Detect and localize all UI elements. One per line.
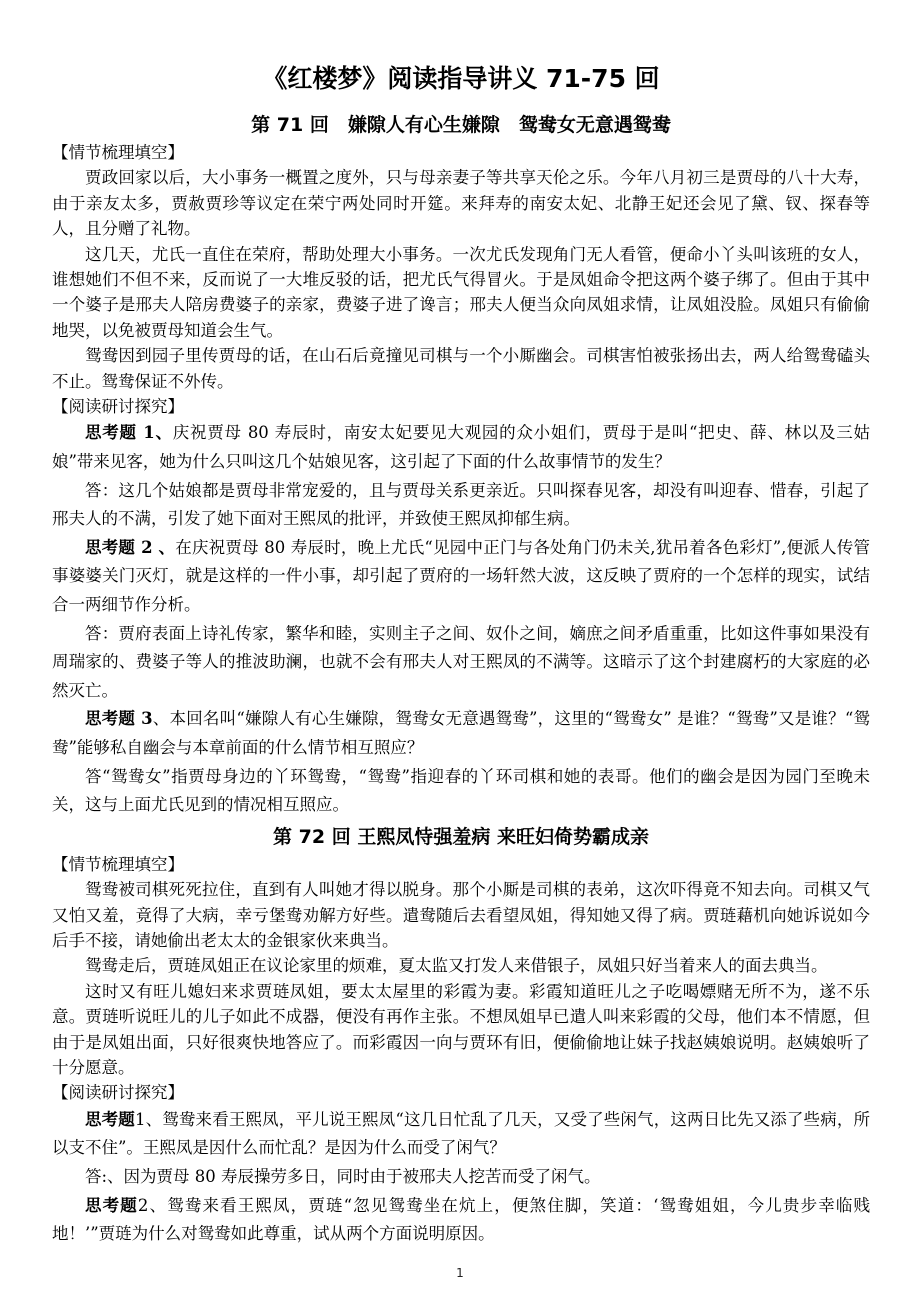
plot-paragraph: 贾政回家以后，大小事务一概置之度外，只与母亲妻子等共享天伦之乐。今年八月初三是贾母的八十大寿，由于亲友太多，贾赦贾珍等议定在荣宁两处同时开筵。来拜寿的南安太妃、北静王妃还会见了黛、钗、探春等人，且分赠了礼物。: [52, 168, 870, 239]
question-label: 思考题 1、: [85, 423, 173, 443]
question-text: 庆祝贾母 80 寿辰时，南安太妃要见大观园的众小姐们，贾母于是叫“把史、薛、林以及三姑娘”带来见客，她为什么只叫这几个姑娘见客，这引起了下面的什么故事情节的发生？: [52, 423, 871, 472]
question-text: 在庆祝贾母 80 寿辰时，晚上尤氏“见园中正门与各处角门仍未关,犹吊着各色彩灯”,便派人传管事婆婆关门灭灯，就是这样的一件小事，却引起了贾府的一场轩然大波，这反映了贾府的一个怎样的现实，试结合一两细节作分析。: [52, 537, 870, 615]
answer-2: 答：贾府表面上诗礼传家，繁华和睦，实则主子之间、奴仆之间，嫡庶之间矛盾重重，比如这件事如果没有周瑞家的、费婆子等人的推波助澜，也就不会有邢夫人对王熙凤的不满等。这暗示了这个封建腐朽的大家庭的必然灭亡。: [52, 623, 870, 700]
question-label: 思考题 3: [85, 709, 153, 729]
question-1: [52, 1106, 870, 1163]
question-text: 1、鸳鸯来看王熙凤，平儿说王熙凤“这几日忙乱了几天，又受了些闲气，这两日比先又添了些病，所以支不住”。王熙凤是因什么而忙乱？是因为什么而受了闲气？: [52, 1109, 870, 1158]
question-label: 思考题: [85, 1109, 135, 1129]
document-title: 《红楼梦》阅读指导讲义 71-75 回: [262, 64, 660, 93]
plot-paragraph: 鸳鸯被司棋死死拉住，直到有人叫她才得以脱身。那个小厮是司棋的表弟，这次吓得竟不知去向。司棋又气又怕又羞，竟得了大病，幸亏堡鸯劝解方好些。遣鸯随后去看望凤姐，得知她又得了病。贾琏藉机向她诉说如今后手不接，请她偷出老太太的金银家伙来典当。: [52, 880, 870, 950]
plot-summary-label: 【情节梳理填空】: [52, 854, 184, 874]
chapter-71-heading: 第 71 回 嫌隙人有心生嫌隙 鸳鸯女无意遇鸳鸯: [251, 114, 671, 136]
plot-paragraph: 这几天，尤氏一直住在荣府，帮助处理大小事务。一次尤氏发现角门无人看管，便命小丫头叫该班的女人，谁想她们不但不来，反而说了一大堆反驳的话，把尤氏气得冒火。于是凤姐命令把这两个婆子绑了。但由于其中一个婆子是邢夫人陪房费婆子的亲家，费婆子进了谗言；邢夫人便当众向凤姐求情，让凤姐没脸。凤姐只有偷偷地哭，以免被贾母知道会生气。: [52, 244, 870, 340]
question-label: 思考题: [85, 1195, 138, 1215]
plot-paragraph: 鸳鸯走后，贾琏凤姐正在议论家里的烦难，夏太监又打发人来借银子，凤姐只好当着来人的面去典当。: [85, 956, 828, 976]
page-number: 1: [456, 1266, 464, 1280]
answer-1: 答:、因为贾母 80 寿辰操劳多日，同时由于被邢夫人挖苦而受了闲气。: [85, 1167, 601, 1187]
answer-1: 答：这几个姑娘都是贾母非常宠爱的，且与贾母关系更亲近。只叫探春见客，却没有叫迎春、惜春，引起了邢夫人的不满，引发了她下面对王熙凤的批评，并致使王熙凤抑郁生病。: [52, 480, 870, 529]
study-section-label: 【阅读研讨探究】: [52, 397, 184, 417]
question-label: 思考题 2 、: [85, 537, 176, 557]
question-1: [52, 419, 870, 476]
question-text: 2、鸳鸯来看王熙凤，贾琏“忽见鸳鸯坐在炕上，便煞住脚，笑道：‘鸳鸯姐姐，今儿贵步幸临贱地！’”贾琏为什么对鸳鸯如此尊重，试从两个方面说明原因。: [52, 1195, 870, 1244]
question-text: 、本回名叫“嫌隙人有心生嫌隙，鸳鸯女无意遇鸳鸯”，这里的“鸳鸯女” 是谁？“鸳鸯”又是谁？“鸳鸯”能够私自幽会与本章前面的什么情节相互照应？: [52, 709, 871, 757]
question-3: [52, 705, 870, 762]
answer-3: 答“鸳鸯女”指贾母身边的丫环鸳鸯，“鸳鸯”指迎春的丫环司棋和她的表哥。他们的幽会是因为园门至晚未关，这与上面尤氏见到的情况相互照应。: [52, 766, 870, 815]
study-section-label: 【阅读研讨探究】: [52, 1083, 184, 1103]
plot-paragraph: 这时又有旺儿媳妇来求贾琏凤姐，要太太屋里的彩霞为妻。彩霞知道旺儿之子吃喝嫖赌无所不为，遂不乐意。贾琏听说旺儿的儿子如此不成器，便没有再作主张。不想凤姐早已遣人叫来彩霞的父母，他们本不情愿，但由于是凤姐出面，只好很爽快地答应了。而彩霞因一向与贾环有旧，便偷偷地让妹子找赵姨娘说明。赵姨娘听了十分愿意。: [52, 981, 870, 1078]
chapter-72-heading: 第 72 回 王熙凤恃强羞病 来旺妇倚势霸成亲: [273, 825, 649, 848]
plot-paragraph: 鸳鸯因到园子里传贾母的话，在山石后竟撞见司棋与一个小厮幽会。司棋害怕被张扬出去，两人给鸳鸯磕头不止。鸳鸯保证不外传。: [52, 346, 870, 391]
question-2: [52, 534, 870, 620]
question-2: [52, 1192, 870, 1249]
document-page: [52, 58, 870, 1249]
plot-summary-label: 【情节梳理填空】: [52, 143, 184, 162]
